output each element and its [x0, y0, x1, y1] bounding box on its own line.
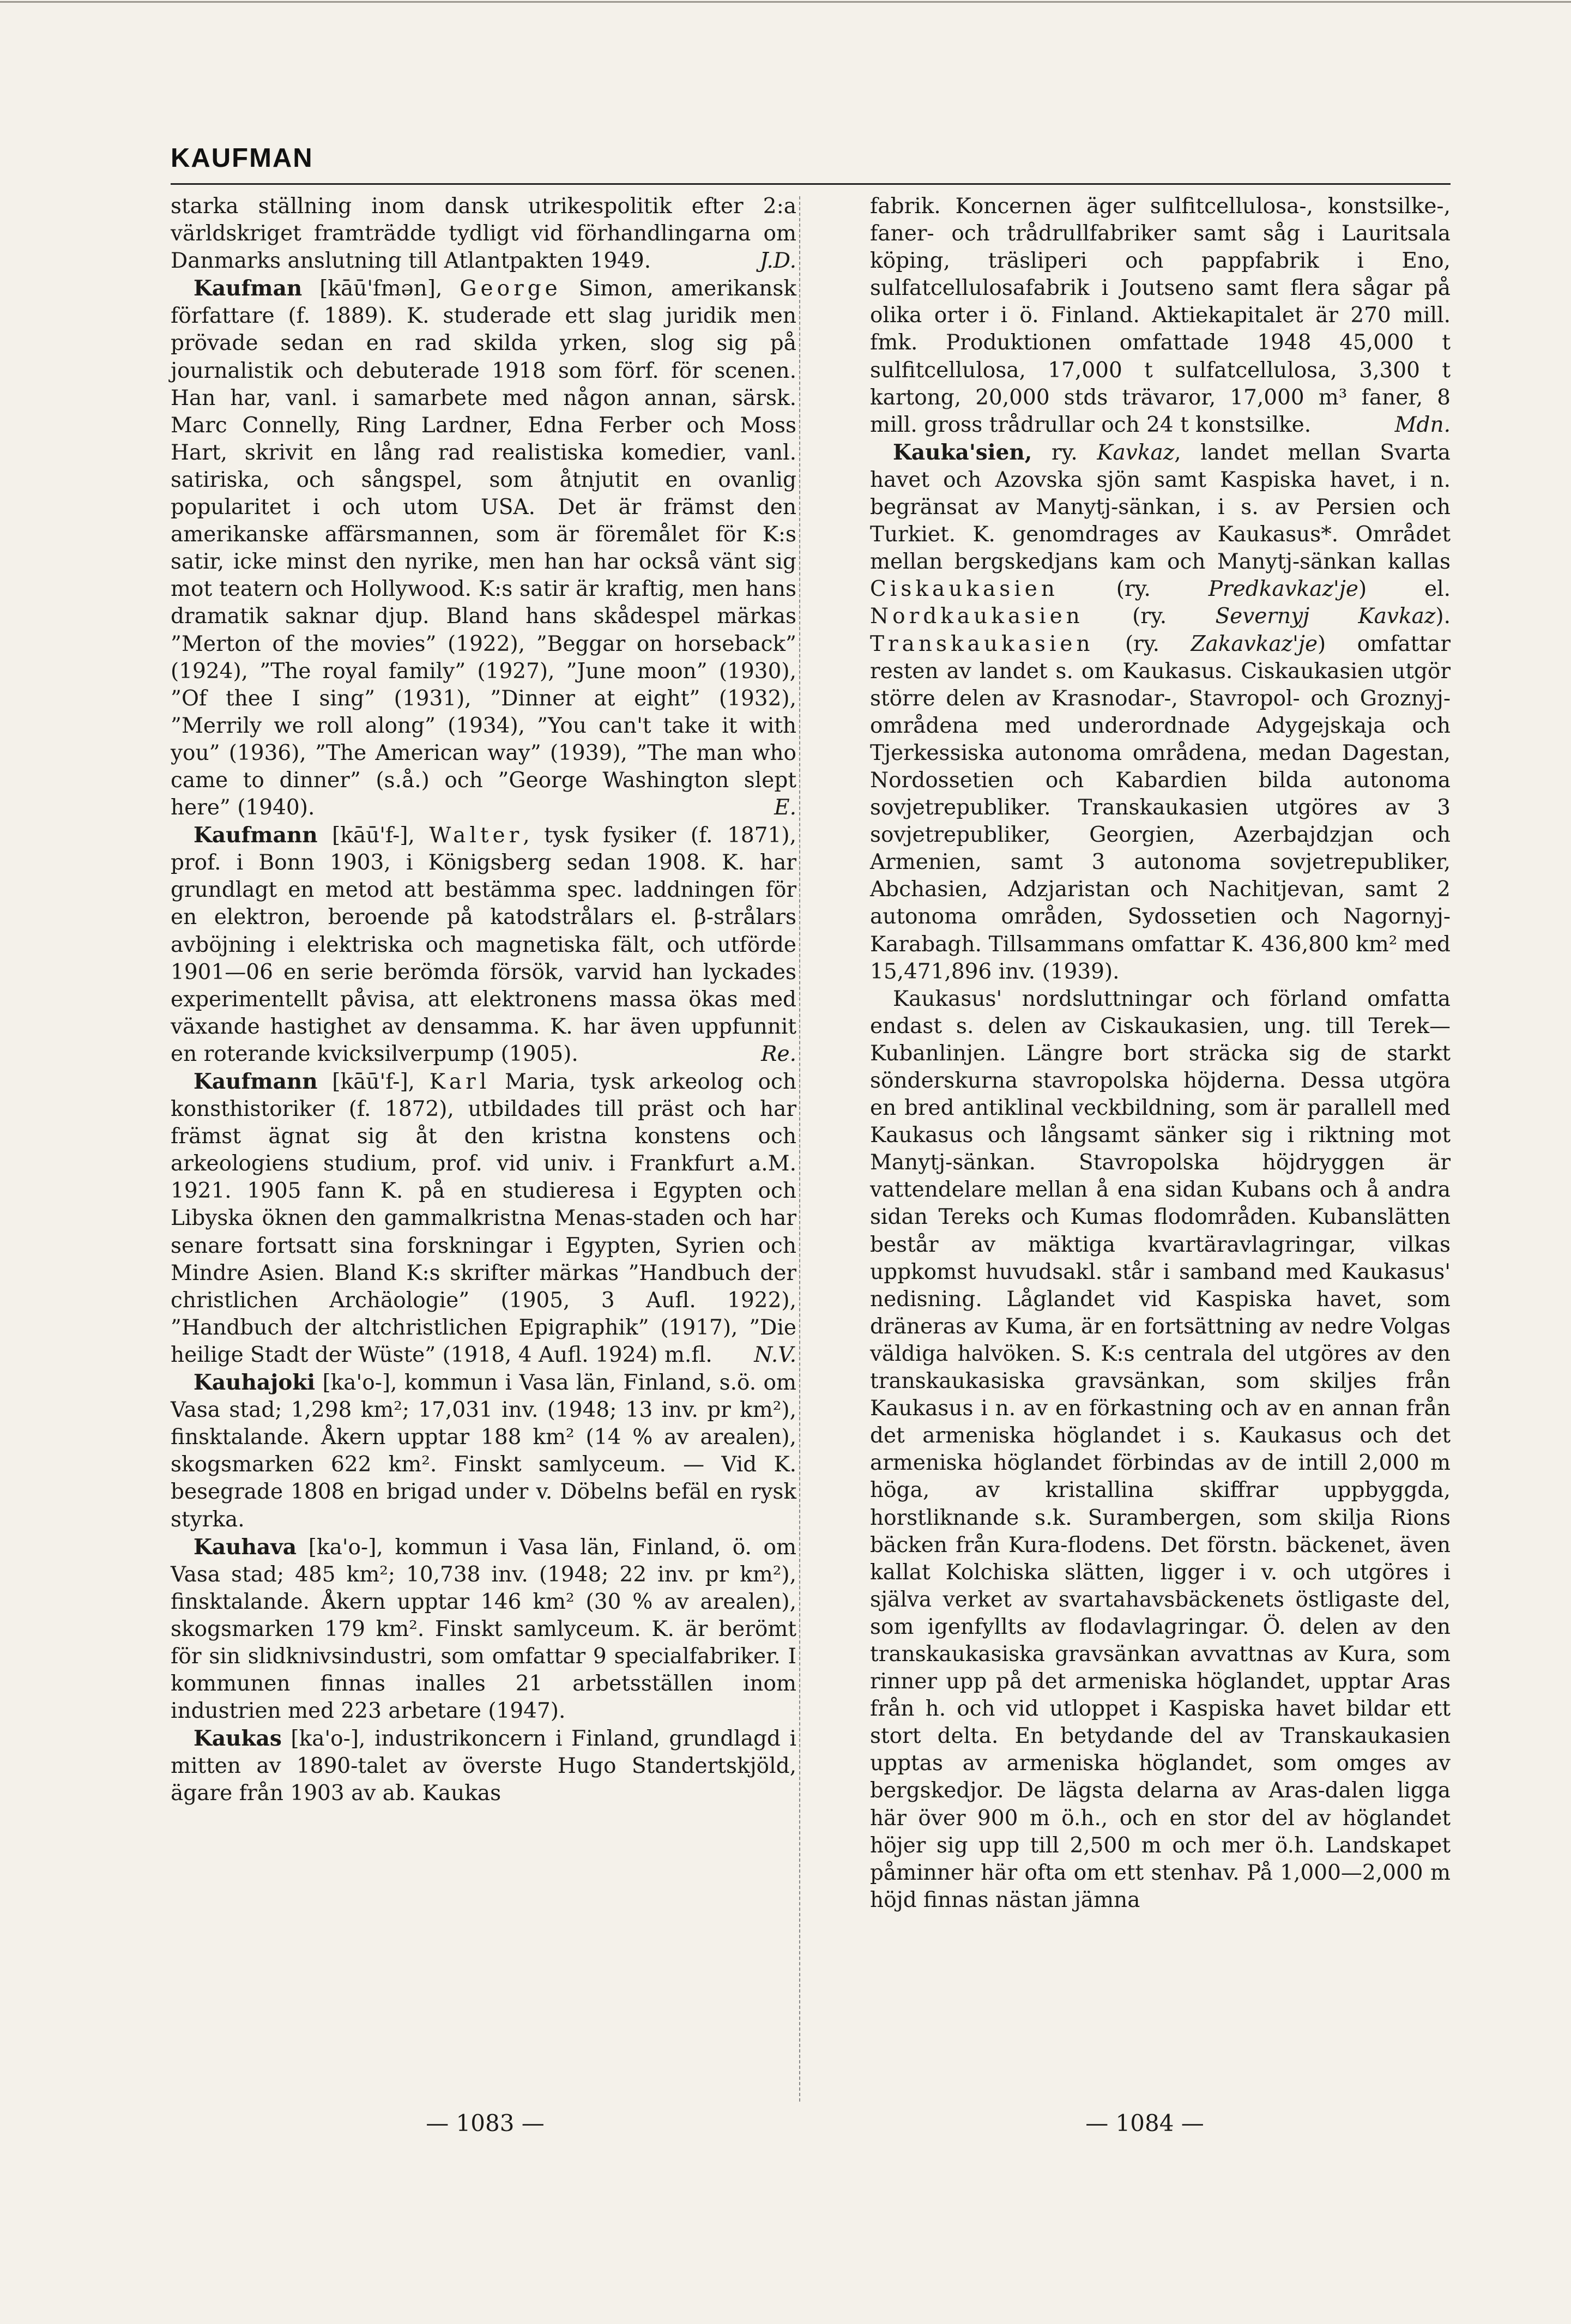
headword: Kaukas	[194, 1726, 282, 1752]
signature: N.V.	[754, 1342, 796, 1367]
entry-kaukasien: Kauka'sien, ry. Kavkaz, landet mellan Svarta havet och Azovska sjön samt Kaspiska havet, i n. begränsat av Manytj-sänkan, i s. av Persien och Turkiet. K. genomdrages av Kaukasus*. Området mellan bergskedjans kam och Manytj-sänkan kallas Ciskaukasien (ry. Predkavkaz'je) el. Nordkaukasien (ry. Severnyj Kavkaz). Transkaukasien (ry. Zakavkaz'je) omfattar resten av landet s. om Kaukasus. Ciskaukasien utgör större delen av Krasnodar-, Stavropol- och Groznyj-områdena med underordnade Adygejskaja och Tjerkessiska autonoma områdena, medan Dagestan, Nordossetien och Kabardien bilda autonoma sovjetrepubliker. Transkaukasien utgöres av 3 sovjetrepubliker, Georgien, Azerbajdzjan och Armenien, samt 3 autonoma sovjetrepubliker, Abchasien, Adzjaristan och Nachitjevan, samt 2 autonoma områden, Sydossetien och Nagornyj-Karabagh. Tillsammans omfattar K. 436,800 km² med 15,471,896 inv. (1939).	[870, 439, 1451, 984]
first-name: George	[460, 276, 561, 301]
right-column	[870, 193, 1451, 1914]
signature: Re.	[761, 1041, 796, 1066]
signature: J.D.	[759, 249, 796, 274]
page-number-left: — 1083 —	[426, 2110, 545, 2136]
entry-kauhajoki: Kauhajoki [ka'o-], kommun i Vasa län, Finland, s.ö. om Vasa stad; 1,298 km²; 17,031 inv. (1948; 13 inv. pr km²), finsktalande. Åkern upptar 188 km² (14 % av arealen), skogsmarken 622 km². Finskt samlyceum. — Vid K. besegrade 1808 en brigad under v. Döbelns befäl en rysk styrka.	[171, 1370, 796, 1532]
entry-kaufmann-karl: Kaufmann [kāū'f-], Karl Maria, tysk arkeolog och konsthistoriker (f. 1872), utbildades till präst och har främst ägnat sig åt den kristna konstens och arkeologiens studium, prof. vid univ. i Frankfurt a.M. 1921. 1905 fann K. på en studieresa i Egypten och Libyska öknen den gammalkristna Menas-staden och har senare fortsatt sina forskningar i Egypten, Syrien och Mindre Asien. Bland K:s skrifter märkas ”Handbuch der christlichen Archäologie” (1905, 3 Aufl. 1922), ”Handbuch der altchristlichen Epigraphik” (1917), ”Die heilige Stadt der Wüste” (1918, 4 Aufl. 1924) m.fl. N.V.	[171, 1068, 796, 1369]
signature: Mdn.	[1394, 412, 1451, 437]
top-edge-line	[0, 1, 1571, 3]
running-header: KAUFMAN	[171, 143, 313, 173]
column-separator	[799, 196, 800, 2102]
headword: Kauhajoki	[194, 1370, 316, 1396]
signature: E.	[774, 795, 796, 820]
continuation-paragraph: starka ställning inom dansk utrikespolitik efter 2:a världskriget framträdde tydligt vid förhandlingarna om Danmarks anslutning till Atlantpakten 1949. J.D.	[171, 193, 796, 275]
entry-kaufmann-walter: Kaufmann [kāū'f-], Walter, tysk fysiker (f. 1871), prof. i Bonn 1903, i Königsberg sedan 1908. K. har grundlagt en metod att bestämma spec. laddningen för en elektron, beroende på katodstrålars el. β-strålars avböjning i elektriska och magnetiska fält, och utförde 1901—06 en serie berömda försök, varvid han lyckades experimentellt påvisa, att elektronens massa ökas med växande hastighet av densamma. K. har även uppfunnit en roterande kvicksilverpump (1905). Re.	[171, 822, 796, 1068]
left-column	[171, 193, 796, 1808]
headword: Kaufmann	[194, 823, 318, 848]
page-number-right: — 1084 —	[1085, 2110, 1204, 2136]
header-rule	[171, 183, 1451, 185]
continuation-paragraph: fabrik. Koncernen äger sulfitcellulosa-, konstsilke-, faner- och trådrullfabriker samt såg i Lauritsala köping, träsliperi och pappfabrik i Eno, sulfatcellulosafabrik i Joutseno samt flera sågar på olika orter i ö. Finland. Aktiekapitalet är 270 mill. fmk. Produktionen omfattade 1948 45,000 t sulfitcellulosa, 17,000 t sulfatcellulosa, 3,300 t kartong, 20,000 stds trävaror, 17,000 m³ faner, 8 mill. gross trådrullar och 24 t konstsilke. Mdn.	[870, 193, 1451, 439]
entry-kaufman-george: Kaufman [kāū'fmən], George Simon, amerikansk författare (f. 1889). K. studerade ett slag juridik men prövade sedan en rad skilda yrken, slog sig på journalistik och debuterade 1918 som förf. för scenen. Han har, vanl. i samarbete med någon annan, särsk. Marc Connelly, Ring Lardner, Edna Ferber och Moss Hart, skrivit en lång rad realistiska komedier, vanl. satiriska, och sångspel, som åtnjutit en ovanlig popularitet i och utom USA. Det är främst den amerikanske affärsmannen, som är föremålet för K:s satir, icke minst den nyrike, men han har också vänt sig mot teatern och Hollywood. K:s satir är kraftig, men hans dramatik saknar djup. Bland hans skådespel märkas ”Merton of the movies” (1922), ”Beggar on horseback” (1924), ”The royal family” (1927), ”June moon” (1930), ”Of thee I sing” (1931), ”Dinner at eight” (1932), ”Merrily we roll along” (1934), ”You can't take it with you” (1936), ”The American way” (1939), ”The man who came to dinner” (s.å.) och ”George Washington slept here” (1940). E.	[171, 275, 796, 822]
headword: Kauhava	[194, 1534, 297, 1560]
entry-kaukas: Kaukas [ka'o-], industrikoncern i Finland, grundlagd i mitten av 1890-talet av överste Hugo Standertskjöld, ägare från 1903 av ab. Kaukas	[171, 1726, 796, 1806]
headword: Kaufman	[194, 276, 303, 301]
headword: Kauka'sien,	[893, 439, 1032, 465]
paragraph-kaukasus-nordsluttningar: Kaukasus' nordsluttningar och förland omfatta endast s. delen av Ciskaukasien, ung. till Terek—Kubanlinjen. Längre bort sträcka sig de starkt sönderskurna stavropolska höjderna. Dessa utgöra en bred antiklinal veckbildning, som är parallell med Kaukasus och långsamt sänker sig i riktning mot Manytj-sänkan. Stavropolska höjdryggen är vattendelare mellan å ena sidan Kubans och å andra sidan Tereks och Kumas flodområden. Kubanslätten består av mäktiga kvartäravlagringar, vilkas uppkomst huvudsakl. står i samband med Kaukasus' nedisning. Låglandet vid Kaspiska havet, som dräneras av Kuma, är en fortsättning av nedre Volgas väldiga halvöken. S. K:s centrala del utgöres av den transkaukasiska gravsänkan, som skiljes från Kaukasus i n. av en förkastning och av en annan från det armeniska höglandet i s. Kaukasus och det armeniska höglandet förbindas av de intill 2,000 m höga, av kristallina skiffrar uppbyggda, horstliknande s.k. Surambergen, som skilja Rions bäcken från Kura-flodens. Det förstn. bäckenet, även kallat Kolchiska slätten, ligger i v. och utgöres i själva verket av svartahavsbäckenets östligaste del, som igenfyllts av flodavlagringar. Ö. delen av den transkaukasiska gravsänkan avvattnas av Kura, som rinner upp på det armeniska höglandet, upptar Aras från h. och vid utloppet i Kaspiska havet bildar ett stort delta. En betydande del av Transkaukasien upptas av armeniska höglandet, som omges av bergskedjor. De lägsta delarna av Aras-dalen ligga här över 900 m ö.h., och en stor del av höglandet höjer sig upp till 2,500 m och mer ö.h. Landskapet påminner här ofta om ett stenhav. På 1,000—2,000 m höjd finnas nästan jämna	[870, 986, 1451, 1912]
first-name: Karl	[429, 1070, 491, 1094]
headword: Kaufmann	[194, 1069, 318, 1094]
first-name: Walter	[429, 823, 523, 848]
entry-kauhava: Kauhava [ka'o-], kommun i Vasa län, Finland, ö. om Vasa stad; 485 km²; 10,738 inv. (1948; 22 inv. pr km²), finsktalande. Åkern upptar 146 km² (30 % av arealen), skogsmarken 179 km². Finskt samlyceum. K. är berömt för sin slidknivsindustri, som omfattar 9 specialfabriker. I kommunen finnas inalles 21 arbetsställen inom industrien med 223 arbetare (1947).	[171, 1534, 796, 1724]
